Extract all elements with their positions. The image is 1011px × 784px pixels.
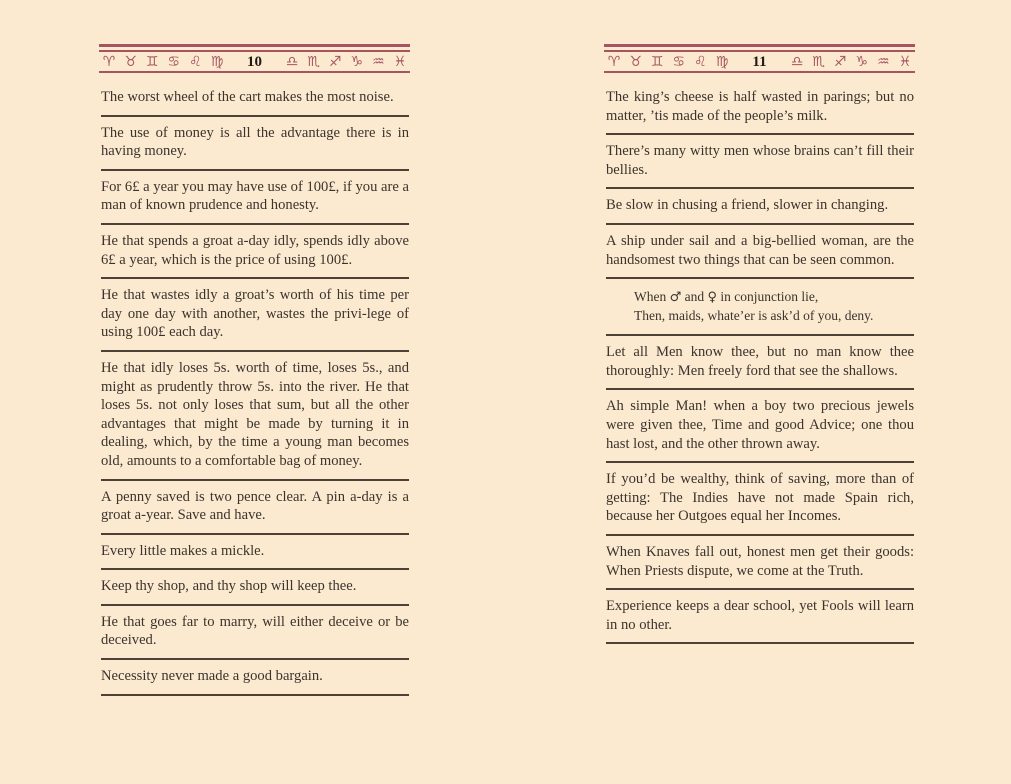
proverb-entry: He that idly loses 5s. worth of time, loses 5s., and might as prudently throw 5s. into the river. He that loses 5s. not only loses that sum, but all the other advantages that might be made by turning it in dealing, which, by the time a young man becomes old, amounts to a comfortable bag of money.	[101, 352, 409, 481]
leo-icon: ♌	[694, 54, 707, 70]
virgo-icon: ♍	[210, 54, 224, 70]
aries-icon: ♈	[607, 54, 621, 70]
pisces-icon: ♓	[393, 54, 407, 70]
page-number: 11	[752, 54, 767, 70]
taurus-icon: ♉	[629, 54, 642, 70]
running-head	[604, 44, 915, 74]
proverb-entry: If you’d be wealthy, think of saving, more than of getting: The Indies have not made Spain rich, because her Outgoes equal her Incomes.	[606, 463, 914, 536]
header-double-rule-bottom	[99, 50, 410, 52]
gemini-icon: ♊	[145, 54, 159, 70]
verse-entry	[606, 279, 914, 336]
verse-line-1: When ♂ and ♀ in conjunction lie,	[634, 289, 819, 306]
proverb-entry: He that spends a groat a-day idly, spends idly above 6£ a year, which is the price of using 100£.	[101, 225, 409, 279]
libra-icon: ♎	[285, 54, 299, 70]
libra-icon: ♎	[790, 54, 804, 70]
zodiac-ornament-row	[604, 53, 915, 71]
proverb-entry: A ship under sail and a big-bellied woman, are the handsomest two things that can be seen common.	[606, 225, 914, 279]
aquarius-icon: ♒	[877, 54, 890, 70]
sagittarius-icon: ♐	[833, 54, 847, 70]
proverb-entry: Keep thy shop, and thy shop will keep thee.	[101, 570, 409, 606]
header-double-rule-bottom	[604, 50, 915, 52]
capricorn-icon: ♑	[855, 54, 869, 70]
cancer-icon: ♋	[672, 54, 686, 70]
sagittarius-icon: ♐	[328, 54, 342, 70]
header-rule-bottom	[604, 71, 915, 73]
proverb-entry: Let all Men know thee, but no man know thee thoroughly: Men freely ford that see the shallows.	[606, 336, 914, 390]
zodiac-ornament-row	[99, 53, 410, 71]
aquarius-icon: ♒	[372, 54, 385, 70]
proverb-entry: A penny saved is two pence clear. A pin a-day is a groat a-year. Save and have.	[101, 481, 409, 535]
venus-icon: ♀	[707, 290, 718, 306]
proverb-entry: He that goes far to marry, will either deceive or be deceived.	[101, 606, 409, 660]
proverb-entry: Be slow in chusing a friend, slower in changing.	[606, 189, 914, 225]
proverb-entry: There’s many witty men whose brains can’t fill their bellies.	[606, 135, 914, 189]
proverb-entry: The use of money is all the advantage there is in having money.	[101, 117, 409, 171]
mars-icon: ♂	[669, 290, 682, 306]
scorpio-icon: ♏	[307, 54, 320, 70]
proverb-entry: He that wastes idly a groat’s worth of his time per day one day with another, wastes the privi-lege of using 100£ each day.	[101, 279, 409, 352]
page-11	[604, 44, 915, 644]
proverb-entry: Experience keeps a dear school, yet Fools will learn in no other.	[606, 590, 914, 644]
header-rule-bottom	[99, 71, 410, 73]
header-double-rule-top	[99, 44, 410, 47]
proverb-entry: Ah simple Man! when a boy two precious jewels were given thee, Time and good Advice; one thou hast lost, and the other thrown away.	[606, 390, 914, 463]
taurus-icon: ♉	[124, 54, 137, 70]
page-10	[99, 44, 410, 696]
proverb-list	[604, 83, 915, 644]
gemini-icon: ♊	[650, 54, 664, 70]
cancer-icon: ♋	[167, 54, 181, 70]
proverb-entry: The worst wheel of the cart makes the most noise.	[101, 83, 409, 117]
proverb-entry: Every little makes a mickle.	[101, 535, 409, 571]
zodiac-group-left	[605, 53, 731, 71]
zodiac-group-left	[100, 53, 226, 71]
proverb-list	[99, 83, 410, 696]
pisces-icon: ♓	[898, 54, 912, 70]
page-number: 10	[247, 54, 262, 70]
virgo-icon: ♍	[715, 54, 729, 70]
zodiac-group-right	[283, 53, 409, 71]
aries-icon: ♈	[102, 54, 116, 70]
running-head	[99, 44, 410, 74]
zodiac-group-right	[788, 53, 914, 71]
proverb-entry: When Knaves fall out, honest men get their goods: When Priests dispute, we come at the Truth.	[606, 536, 914, 590]
scorpio-icon: ♏	[812, 54, 825, 70]
proverb-entry: For 6£ a year you may have use of 100£, if you are a man of known prudence and honesty.	[101, 171, 409, 225]
header-double-rule-top	[604, 44, 915, 47]
verse-line-2: Then, maids, whate’er is ask’d of you, deny.	[634, 308, 874, 324]
proverb-entry: The king’s cheese is half wasted in parings; but no matter, ’tis made of the people’s milk.	[606, 83, 914, 135]
capricorn-icon: ♑	[350, 54, 364, 70]
proverb-entry: Necessity never made a good bargain.	[101, 660, 409, 696]
leo-icon: ♌	[189, 54, 202, 70]
